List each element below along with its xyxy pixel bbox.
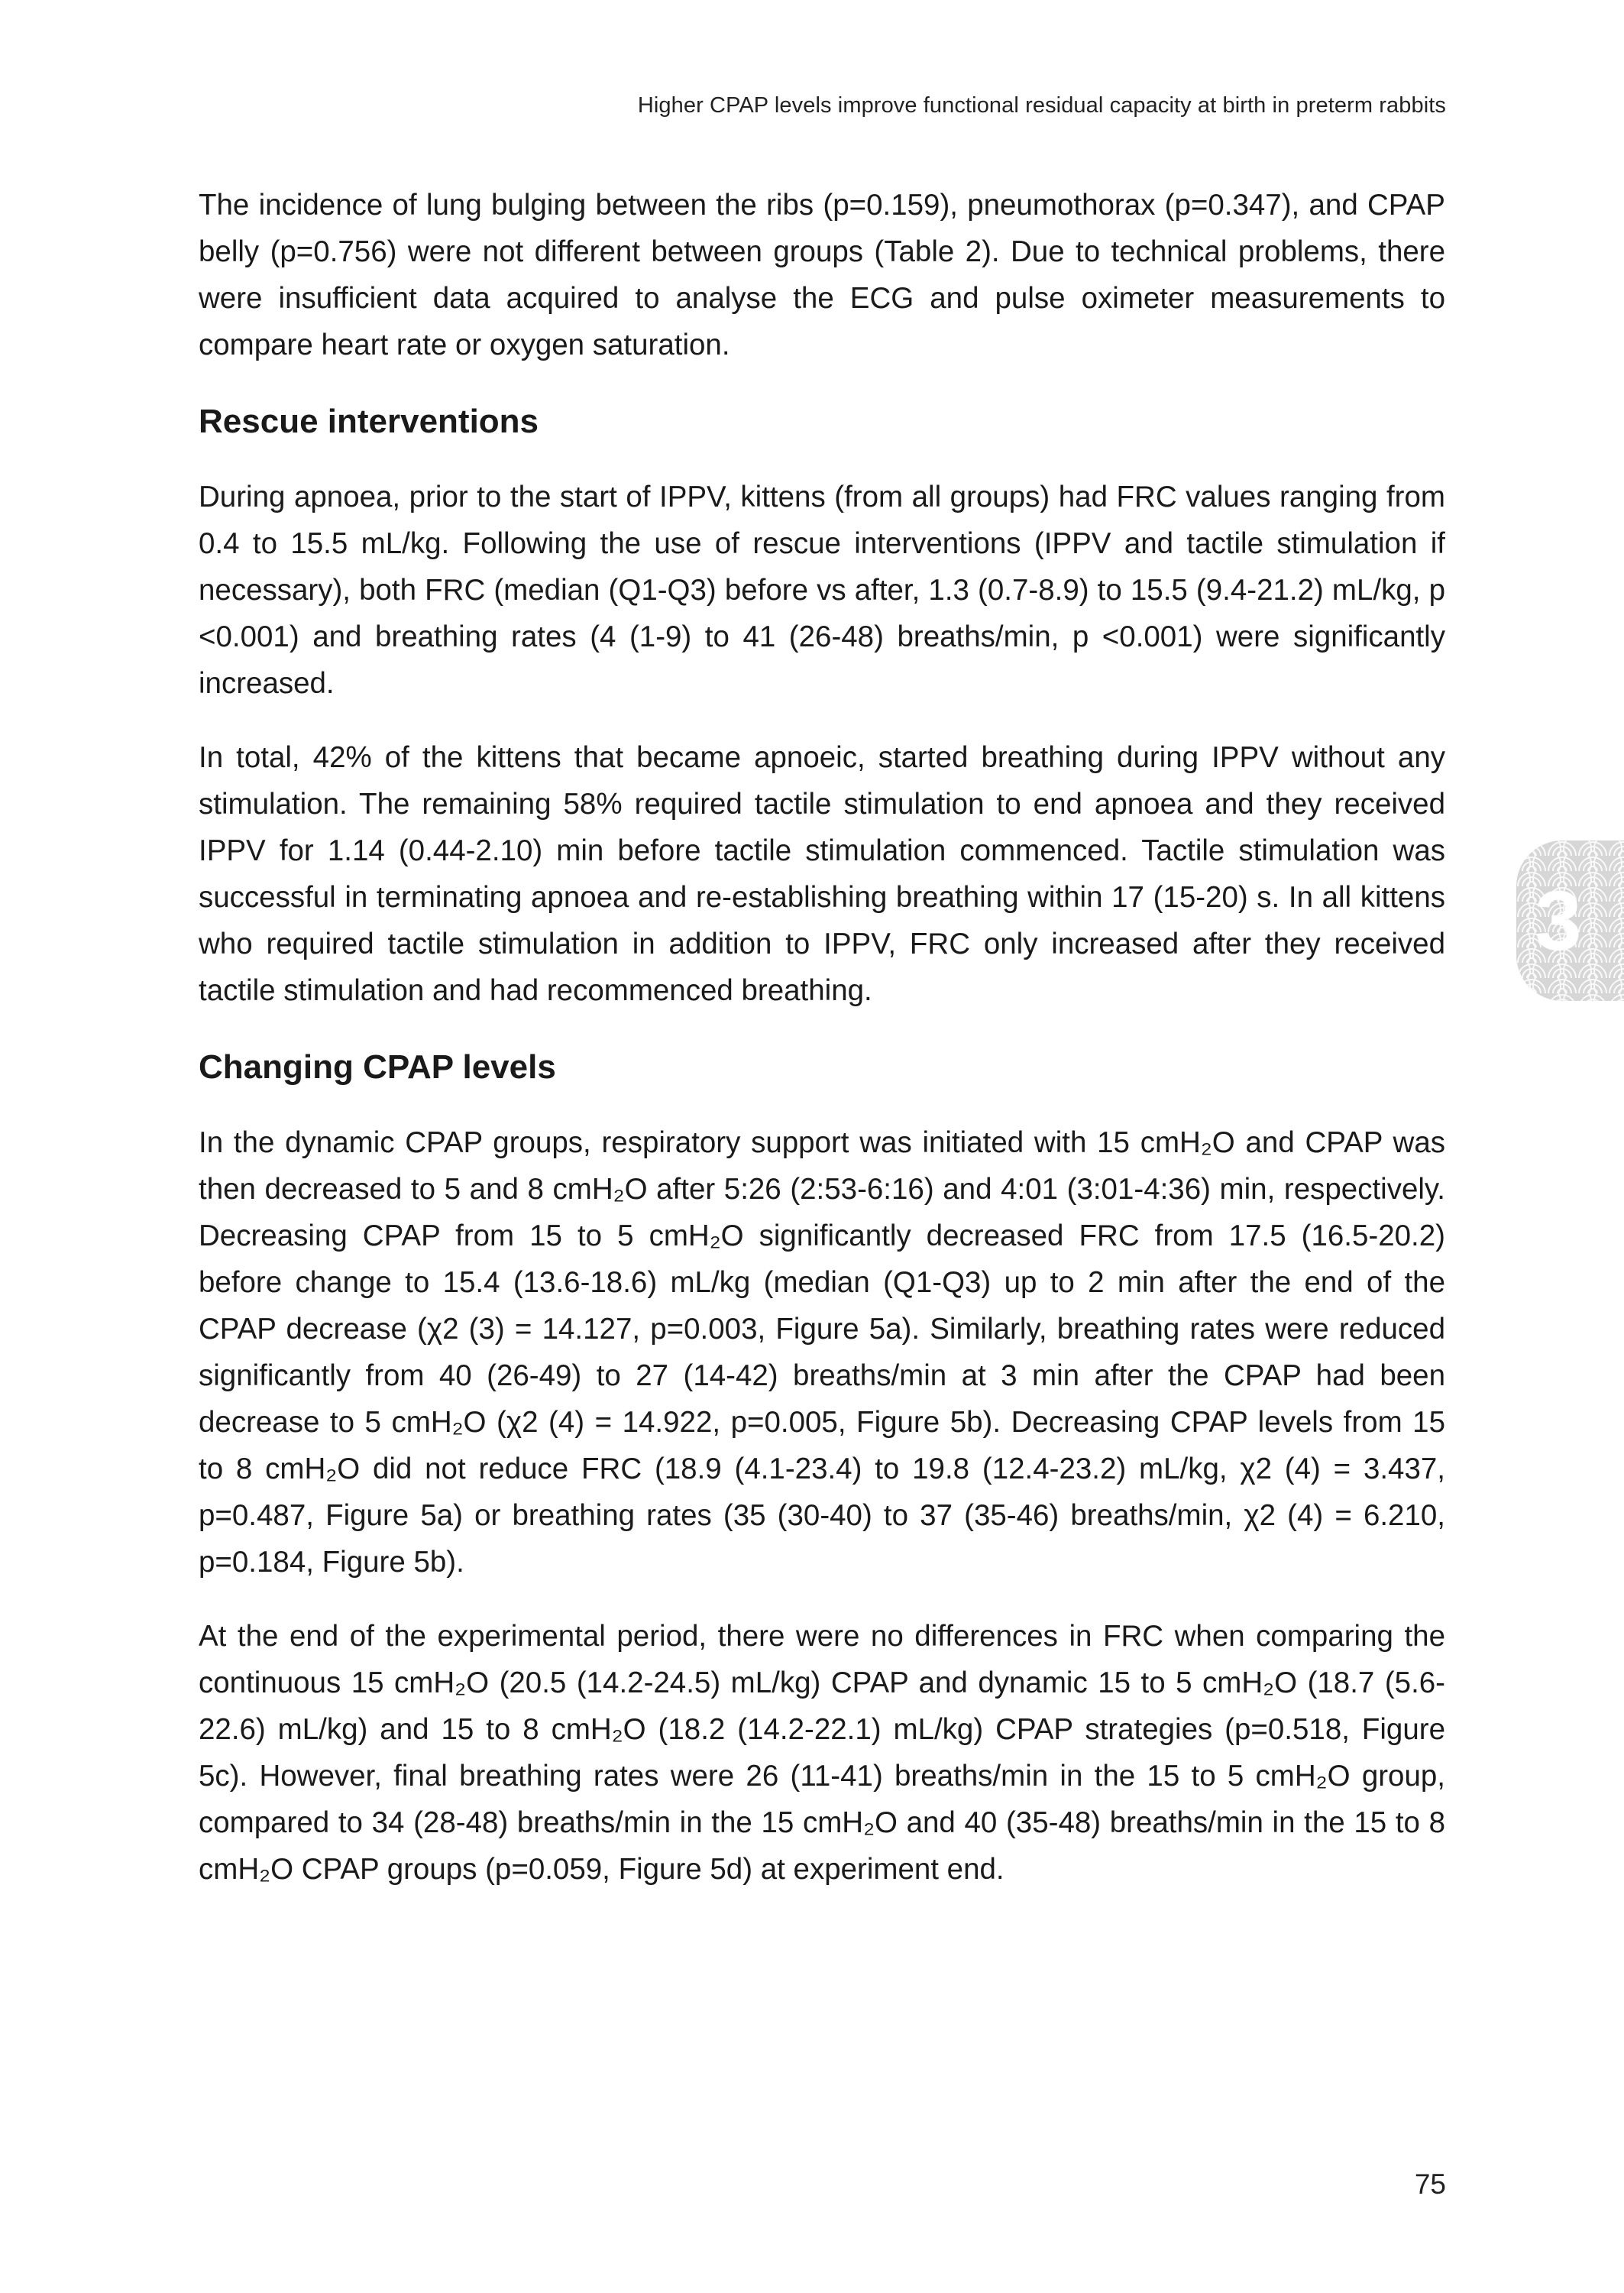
running-header: Higher CPAP levels improve functional residual capacity at birth in preterm rabbits xyxy=(637,93,1446,118)
body-text xyxy=(199,182,1445,1920)
paragraph-rescue-frc: During apnoea, prior to the start of IPPV, kittens (from all groups) had FRC values ranging from 0.4 to 15.5 mL/kg. Following the use of rescue interventions (IPPV and tactile stimulation if necessary), both FRC (median (Q1-Q3) before vs after, 1.3 (0.7-8.9) to 15.5 (9.4-21.2) mL/kg, p <0.001) and breathing rates (4 (1-9) to 41 (26-48) breaths/min, p <0.001) were significantly increased. xyxy=(199,481,1445,700)
section-heading-rescue-interventions: Rescue interventions xyxy=(199,403,539,440)
paragraph-experiment-end: At the end of the experimental period, there were no differences in FRC when comparing the continuous 15 cmH₂O (20.5 (14.2-24.5) mL/kg) CPAP and dynamic 15 to 5 cmH₂O (18.7 (5.6-22.6) mL/kg) and 15 to 8 cmH₂O (18.2 (14.2-22.1) mL/kg) CPAP strategies (p=0.518, Figure 5c). However, final breathing rates were 26 (11-41) breaths/min in the 15 to 5 cmH₂O group, compared to 34 (28-48) breaths/min in the 15 cmH₂O and 40 (35-48) breaths/min in the 15 to 8 cmH₂O CPAP groups (p=0.059, Figure 5d) at experiment end. xyxy=(199,1620,1445,1886)
paragraph-complications: The incidence of lung bulging between the ribs (p=0.159), pneumothorax (p=0.347), and CPAP belly (p=0.756) were not different between groups (Table 2). Due to technical problems, there were insufficient data acquired to analyse the ECG and pulse oximeter measurements to compare heart rate or oxygen saturation. xyxy=(199,189,1445,361)
paragraph-tactile-stimulation: In total, 42% of the kittens that became apnoeic, started breathing during IPPV without any stimulation. The remaining 58% required tactile stimulation to end apnoea and they received IPPV for 1.14 (0.44-2.10) min before tactile stimulation commenced. Tactile stimulation was successful in terminating apnoea and re-establishing breathing within 17 (15-20) s. In all kittens who required tactile stimulation in addition to IPPV, FRC only increased after they received tactile stimulation and had recommenced breathing. xyxy=(199,741,1445,1007)
chapter-tab xyxy=(1516,840,1624,1001)
section-heading-changing-cpap: Changing CPAP levels xyxy=(199,1048,556,1086)
paragraph-dynamic-cpap: In the dynamic CPAP groups, respiratory support was initiated with 15 cmH₂O and CPAP was then decreased to 5 and 8 cmH₂O after 5:26 (2:53-6:16) and 4:01 (3:01-4:36) min, respectively. Decreasing CPAP from 15 to 5 cmH₂O significantly decreased FRC from 17.5 (16.5-20.2) before change to 15.4 (13.6-18.6) mL/kg (median (Q1-Q3) up to 2 min after the end of the CPAP decrease (χ2 (3) = 14.127, p=0.003, Figure 5a). Similarly, breathing rates were reduced significantly from 40 (26-49) to 27 (14-42) breaths/min at 3 min after the CPAP had been decrease to 5 cmH₂O (χ2 (4) = 14.922, p=0.005, Figure 5b). Decreasing CPAP levels from 15 to 8 cmH₂O did not reduce FRC (18.9 (4.1-23.4) to 19.8 (12.4-23.2) mL/kg, χ2 (4) = 3.437, p=0.487, Figure 5a) or breathing rates (35 (30-40) to 37 (35-46) breaths/min, χ2 (4) = 6.210, p=0.184, Figure 5b). xyxy=(199,1126,1445,1579)
page-number: 75 xyxy=(1414,2168,1446,2200)
chapter-number: 3 xyxy=(1535,873,1582,968)
